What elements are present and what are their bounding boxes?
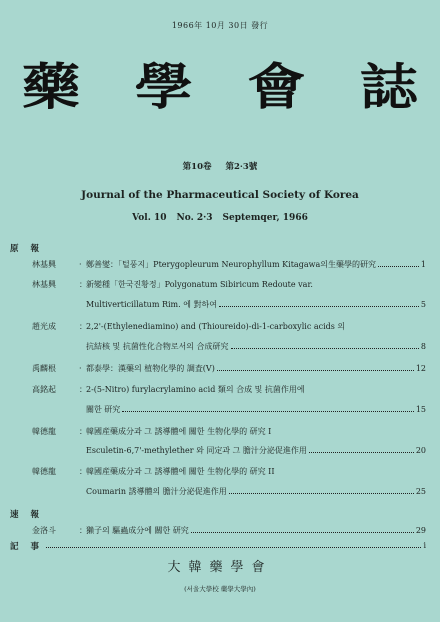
toc-title: Esculetin-6,7'-methylether 와 同定과 그 膽汁分泌促進作用: [86, 446, 307, 455]
publication-date: 1966年 10月 30日 發行: [171, 21, 269, 30]
toc-entry-notes: [0, 539, 440, 552]
toc-entry: 金洛斗 ： 獺子의 驅蟲成分에 關한 研究 29: [32, 526, 426, 535]
toc-page: 5: [420, 300, 426, 309]
toc-entry-continued: [0, 485, 440, 498]
volume-en-label: Vol. 10: [132, 213, 167, 223]
toc-entry-continued: [0, 298, 440, 311]
toc-entry: 禹麟根 · 都泰學：漢藥의 植物化學的 調査(V) 12: [32, 364, 426, 373]
toc-title: 抗結核 및 抗菌性化合物로서의 合成研究: [86, 342, 229, 351]
toc-title: Coumarin 誘導體의 膽汁分泌促進作用: [86, 487, 227, 496]
toc-title: 都泰學：漢藥의 植物化學的 調査(V): [86, 364, 215, 373]
toc-page: 8: [420, 342, 426, 351]
date-en-label: Septemqer, 1966: [222, 213, 308, 223]
number-en-label: No. 2·3: [176, 213, 213, 223]
toc-page: 20: [415, 446, 426, 455]
toc-title: 2-(5-Nitro) furylacrylamino acid 類의 合成 및 抗菌作用에: [86, 385, 305, 394]
toc-author: 林基興: [32, 260, 56, 269]
toc-title: 獺子의 驅蟲成分에 關한 研究: [86, 526, 189, 535]
volume-english: [0, 213, 440, 223]
toc-page: 1: [420, 260, 426, 269]
toc-title: 韓國産藥成分과 그 誘導體에 關한 生物化學的 研究 II: [86, 467, 275, 476]
toc-page: i: [423, 541, 426, 550]
journal-title-english: Journal of the Pharmaceutical Society of Korea: [81, 189, 359, 201]
toc-title: Multiverticillatum Rim. 에 對하여: [86, 300, 217, 309]
publisher-address: (서울大學校 藥學大學內): [184, 585, 256, 593]
toc-title: 鄭善燮：「털풍지」Pterygopleurum Neurophyllum Kitagawa의生藥學的研究: [86, 260, 376, 269]
section-rapid-reports: 速報: [10, 510, 52, 520]
title-char-1: 藥: [22, 58, 81, 116]
toc-title: 新變種「한국진황정」Polygonatum Sibiricum Redoute var.: [86, 280, 313, 289]
publisher-name: 大韓藥學會: [167, 560, 273, 575]
toc-entry: 韓德龍 ： 韓國産藥成分과 그 誘導體에 關한 生物化學的 研究 II: [32, 467, 275, 476]
title-char-2: 學: [134, 58, 193, 116]
toc-author: 趙光成: [32, 322, 56, 331]
toc-author: 禹麟根: [32, 364, 56, 373]
toc-entry-continued: [0, 340, 440, 353]
toc-page: 15: [415, 405, 426, 414]
toc-page: 12: [415, 364, 426, 373]
toc-page: 29: [415, 526, 426, 535]
toc-entry: 趙光成 ： 2,2'-(Ethylenediamino) and (Thioureido)-di-1-carboxylic acids 의: [32, 322, 346, 331]
toc-author: 林基興: [32, 280, 56, 289]
title-char-4: 誌: [359, 58, 418, 116]
section-original-reports: 原報: [10, 244, 52, 254]
toc-entry: 林基興 · 鄭善燮：「털풍지」Pterygopleurum Neurophyllum Kitagawa의生藥學的研究 1: [32, 260, 426, 269]
toc-page: 25: [415, 487, 426, 496]
journal-title-kanji: [22, 56, 418, 118]
toc-author: 韓德龍: [32, 427, 56, 436]
volume-kor-label: 第10卷: [182, 162, 212, 172]
toc-title: 關한 研究: [86, 405, 121, 414]
toc-title: 韓國産藥成分과 그 誘導體에 關한 生物化學的 研究 I: [86, 427, 272, 436]
title-char-3: 會: [247, 58, 306, 116]
toc-entry: 高銘起 ： 2-(5-Nitro) furylacrylamino acid 類의 合成 및 抗菌作用에: [32, 385, 305, 394]
toc-entry: 韓德龍 ： 韓國産藥成分과 그 誘導體에 關한 生物化學的 研究 I: [32, 427, 272, 436]
toc-author: 高銘起: [32, 385, 56, 394]
toc-author: 金洛斗: [32, 526, 56, 535]
toc-entry-continued: [0, 444, 440, 457]
number-kor-label: 第2·3號: [225, 162, 258, 172]
toc-entry: 林基興 ： 新變種「한국진황정」Polygonatum Sibiricum Redoute var.: [32, 280, 313, 289]
toc-entry-continued: [0, 403, 440, 416]
volume-korean: [0, 160, 440, 172]
section-notes: 記事: [10, 542, 52, 552]
toc-title: 2,2'-(Ethylenediamino) and (Thioureido)-di-1-carboxylic acids 의: [86, 322, 346, 331]
toc-author: 韓德龍: [32, 467, 56, 476]
